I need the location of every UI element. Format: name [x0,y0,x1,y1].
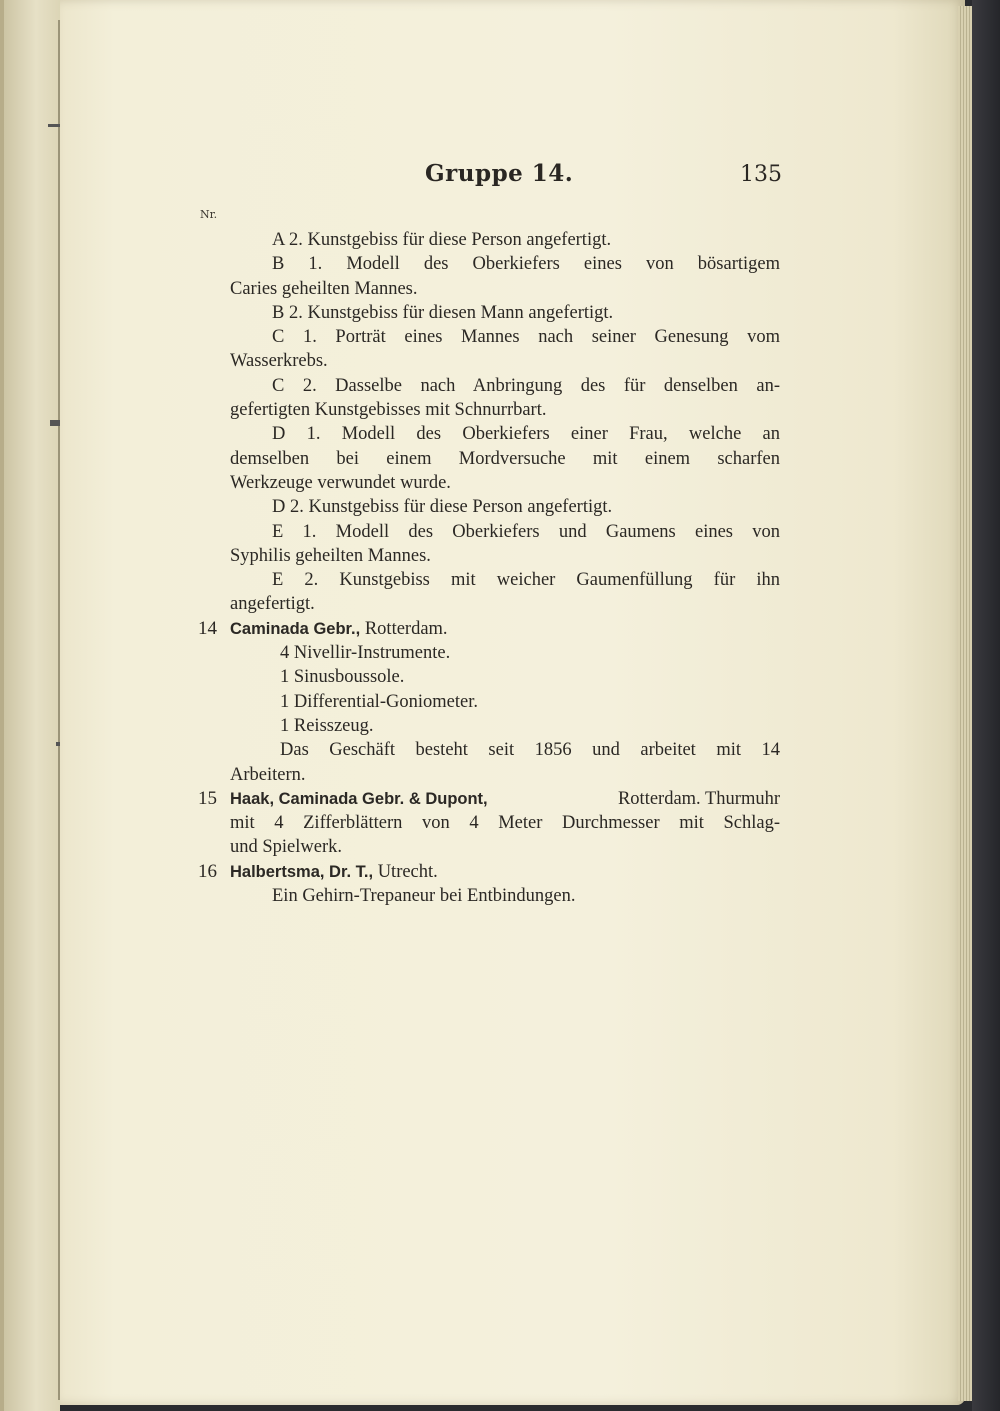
exhibitor-name: Caminada Gebr., [230,619,361,638]
text-line: C 2. Dasselbe nach Anbringung des für denselben an- [272,375,780,396]
text-line: gefertigten Kunstgebisses mit Schnurrbart. [230,400,547,421]
list-item: 1 Differential-Goniometer. [280,691,478,712]
text-line: D 1. Modell des Oberkiefers einer Frau, welche an [272,424,780,445]
text-line: Wasserkrebs. [230,351,328,372]
text-line: Syphilis geheilten Mannes. [230,545,431,566]
entry-number: 16 [198,860,217,882]
text-line: Werkzeuge verwundet wurde. [230,472,451,493]
entry-15-heading [198,787,780,811]
book-cover-board [972,0,1000,1411]
exhibitor-name: Haak, Caminada Gebr. & Dupont, [230,789,488,808]
text-line: Ein Gehirn-Trepaneur bei Entbindungen. [272,886,576,907]
page-body [198,228,780,908]
gutter-mark [50,420,60,426]
page-title: Gruppe 14. [425,160,574,187]
nr-label: Nr. [200,208,218,221]
list-item: 1 Reisszeug. [280,715,374,736]
text-line: und Spielwerk. [230,837,343,858]
text-line: D 2. Kunstgebiss für diese Person angefertigt. [272,497,613,518]
exhibitor-name: Halbertsma, Dr. T., [230,862,374,881]
exhibitor-place: Rotterdam. [364,618,448,639]
gutter-mark [48,124,60,127]
entry-number: 14 [198,617,217,639]
text-line: B 2. Kunstgebiss für diesen Mann angefertigt. [272,302,614,323]
text-line: A 2. Kunstgebiss für diese Person angefertigt. [272,230,612,250]
entry-16-heading [198,860,780,884]
text-line: Arbeitern. [230,764,306,785]
list-item: 1 Sinusboussole. [280,667,405,688]
entry-number: 15 [198,787,217,809]
text-line: Das Geschäft besteht seit 1856 und arbeitet mit 14 [280,740,780,761]
book-gutter [0,0,60,1411]
gutter-edge [0,0,4,1411]
page-number: 135 [740,162,782,187]
exhibitor-place: Rotterdam. Thurmuhr [617,788,780,809]
text-line: B 1. Modell des Oberkiefers eines von bösartigem [272,254,780,275]
exhibitor-place: Utrecht. [377,861,438,882]
entry-14-heading [198,617,780,641]
text-line: E 2. Kunstgebiss mit weicher Gaumenfüllung für ihn [272,570,780,591]
text-line: E 1. Modell des Oberkiefers und Gaumens eines von [272,521,780,542]
text-line: demselben bei einem Mordversuche mit einem scharfen [230,448,780,469]
text-line: mit 4 Zifferblättern von 4 Meter Durchmesser mit Schlag- [230,813,780,834]
list-item: 4 Nivellir-Instrumente. [280,643,451,664]
text-line: Caries geheilten Mannes. [230,278,418,299]
text-line: C 1. Porträt eines Mannes nach seiner Genesung vom [272,327,780,348]
text-line: angefertigt. [230,594,315,615]
